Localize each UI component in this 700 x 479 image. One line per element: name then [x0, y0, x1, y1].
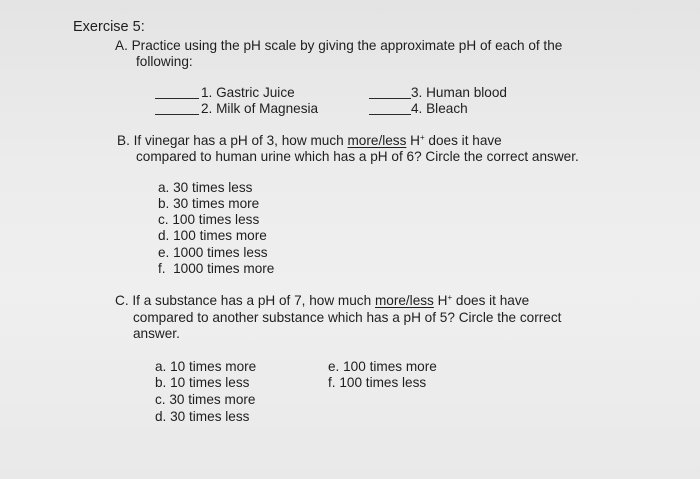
part-b-text-post: does it have: [424, 133, 502, 148]
part-c-option-b[interactable]: b. 10 times less: [155, 375, 250, 390]
part-b-option-e[interactable]: e. 1000 times less: [158, 245, 268, 260]
part-b-more-less: more/less: [347, 133, 407, 148]
part-c-text-post: does it have: [452, 293, 530, 308]
part-b-line-2: compared to human urine which has a pH of 6? Circle the correct answer.: [136, 149, 579, 164]
part-b-option-d[interactable]: d. 100 times more: [158, 228, 267, 243]
part-c-option-e[interactable]: e. 100 times more: [328, 359, 437, 374]
part-c-h: H: [433, 293, 448, 308]
exercise-title: Exercise 5:: [73, 19, 145, 35]
part-c-h-superscript: +: [447, 293, 453, 302]
answer-blank-1[interactable]: [155, 98, 199, 99]
answer-blank-2[interactable]: [155, 114, 199, 115]
answer-blank-4[interactable]: [369, 114, 411, 115]
part-c-option-a[interactable]: a. 10 times more: [155, 359, 257, 374]
part-b-option-b[interactable]: b. 30 times more: [158, 196, 260, 211]
part-c-more-less: more/less: [374, 293, 434, 308]
part-c-text-pre: C. If a substance has a pH of 7, how much: [115, 293, 375, 308]
part-a-item-4: 4. Bleach: [411, 101, 468, 116]
part-c-line-1: [115, 293, 529, 309]
part-b-h: H: [406, 133, 420, 148]
part-c-option-d[interactable]: d. 30 times less: [155, 409, 250, 424]
part-a-item-3: 3. Human blood: [411, 85, 507, 100]
part-b-option-f[interactable]: f. 1000 times more: [158, 261, 275, 276]
part-b-line-1: [117, 133, 502, 149]
answer-blank-3[interactable]: [369, 98, 411, 99]
part-b-text-pre: B. If vinegar has a pH of 3, how much: [117, 133, 348, 148]
part-c-option-c[interactable]: c. 30 times more: [155, 392, 256, 407]
part-b-option-a[interactable]: a. 30 times less: [158, 180, 253, 195]
part-c-line-2: compared to another substance which has a pH of 5? Circle the correct: [133, 310, 562, 325]
part-a-item-2: 2. Milk of Magnesia: [201, 101, 319, 116]
part-a-line-1: A. Practice using the pH scale by giving the approximate pH of each of the: [115, 38, 563, 53]
part-c-line-3: answer.: [133, 326, 180, 341]
part-a-line-2: following:: [136, 54, 193, 69]
part-c-option-f[interactable]: f. 100 times less: [328, 375, 427, 390]
part-b-option-c[interactable]: c. 100 times less: [158, 212, 260, 227]
part-b-h-superscript: +: [419, 133, 425, 142]
part-a-item-1: 1. Gastric Juice: [201, 85, 295, 100]
